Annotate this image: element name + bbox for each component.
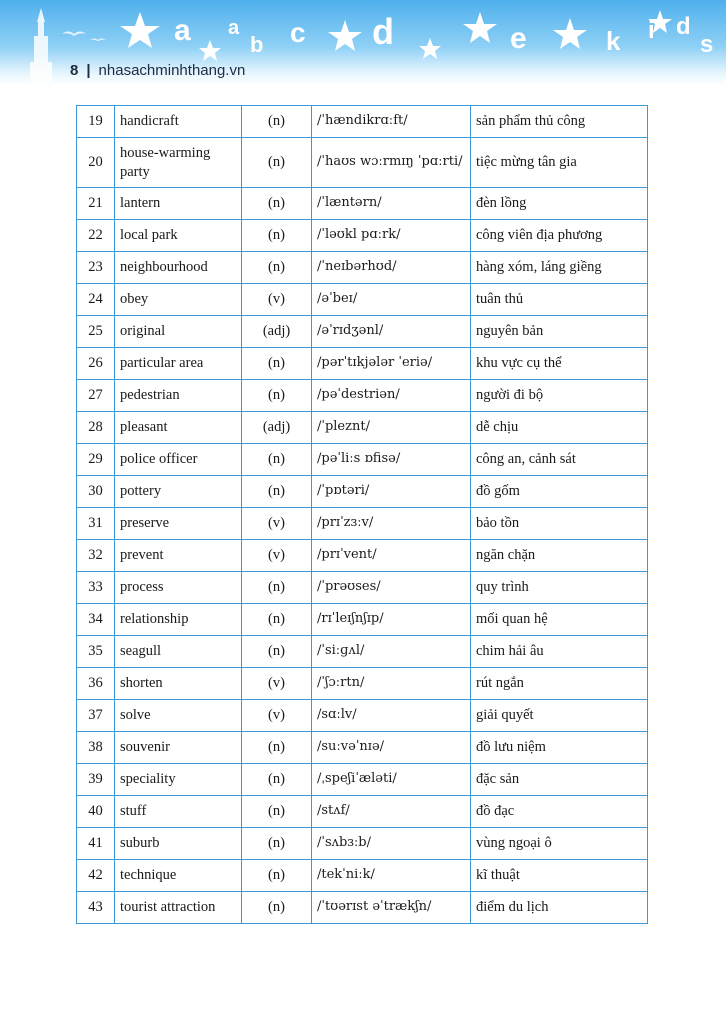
part-of-speech: (n) — [242, 188, 312, 220]
meaning-cell: đồ đạc — [471, 796, 648, 828]
part-of-speech: (n) — [242, 892, 312, 924]
part-of-speech: (v) — [242, 540, 312, 572]
word-cell: speciality — [115, 764, 242, 796]
table-row — [77, 540, 648, 572]
word-cell: particular area — [115, 348, 242, 380]
meaning-cell: hàng xóm, láng giềng — [471, 252, 648, 284]
table-row — [77, 732, 648, 764]
part-of-speech: (v) — [242, 284, 312, 316]
row-number: 21 — [77, 188, 115, 220]
part-of-speech: (v) — [242, 700, 312, 732]
pronunciation: /stʌf/ — [312, 796, 471, 828]
pronunciation: /ˈʃɔːrtn/ — [312, 668, 471, 700]
pronunciation: /ˈtʊərɪst əˈtrækʃn/ — [312, 892, 471, 924]
row-number: 40 — [77, 796, 115, 828]
table-row — [77, 828, 648, 860]
word-cell: solve — [115, 700, 242, 732]
part-of-speech: (v) — [242, 508, 312, 540]
table-row — [77, 412, 648, 444]
part-of-speech: (n) — [242, 106, 312, 138]
part-of-speech: (n) — [242, 732, 312, 764]
row-number: 38 — [77, 732, 115, 764]
part-of-speech: (n) — [242, 380, 312, 412]
part-of-speech: (n) — [242, 444, 312, 476]
table-row — [77, 636, 648, 668]
row-number: 32 — [77, 540, 115, 572]
word-cell: preserve — [115, 508, 242, 540]
pronunciation: /ˈprəʊses/ — [312, 572, 471, 604]
word-cell: shorten — [115, 668, 242, 700]
site-link[interactable]: nhasachminhthang.vn — [98, 61, 246, 79]
pronunciation: /ˈsiːɡʌl/ — [312, 636, 471, 668]
table-row — [77, 892, 648, 924]
table-row — [77, 700, 648, 732]
pronunciation: /ˈpleznt/ — [312, 412, 471, 444]
meaning-cell: điểm du lịch — [471, 892, 648, 924]
meaning-cell: quy trình — [471, 572, 648, 604]
table-row — [77, 348, 648, 380]
row-number: 37 — [77, 700, 115, 732]
word-cell: lantern — [115, 188, 242, 220]
row-number: 27 — [77, 380, 115, 412]
row-number: 23 — [77, 252, 115, 284]
table-row — [77, 252, 648, 284]
banner-letter: b — [250, 32, 264, 57]
pronunciation: /rɪˈleɪʃnʃɪp/ — [312, 604, 471, 636]
banner-letter: d — [676, 13, 691, 40]
row-number: 28 — [77, 412, 115, 444]
word-cell: technique — [115, 860, 242, 892]
word-cell: original — [115, 316, 242, 348]
pronunciation: /sɑːlv/ — [312, 700, 471, 732]
row-number: 35 — [77, 636, 115, 668]
part-of-speech: (v) — [242, 668, 312, 700]
table-row — [77, 860, 648, 892]
banner-letter: c — [290, 17, 306, 48]
row-number: 31 — [77, 508, 115, 540]
row-number: 34 — [77, 604, 115, 636]
word-cell: tourist attraction — [115, 892, 242, 924]
pronunciation: /pəˈdestriən/ — [312, 380, 471, 412]
pronunciation: /ˈləʊkl pɑːrk/ — [312, 220, 471, 252]
part-of-speech: (n) — [242, 220, 312, 252]
row-number: 43 — [77, 892, 115, 924]
part-of-speech: (n) — [242, 796, 312, 828]
word-cell: stuff — [115, 796, 242, 828]
part-of-speech: (n) — [242, 604, 312, 636]
meaning-cell: công an, cảnh sát — [471, 444, 648, 476]
pronunciation: /ˈhændikrɑːft/ — [312, 106, 471, 138]
row-number: 24 — [77, 284, 115, 316]
banner-letter: e — [510, 22, 527, 55]
word-cell: police officer — [115, 444, 242, 476]
table-row — [77, 316, 648, 348]
pronunciation: /tekˈniːk/ — [312, 860, 471, 892]
word-cell: seagull — [115, 636, 242, 668]
table-row — [77, 476, 648, 508]
pronunciation: /pərˈtɪkjələr ˈeriə/ — [312, 348, 471, 380]
meaning-cell: bảo tồn — [471, 508, 648, 540]
pronunciation: /əˈrɪdʒənl/ — [312, 316, 471, 348]
meaning-cell: sản phẩm thủ công — [471, 106, 648, 138]
part-of-speech: (n) — [242, 572, 312, 604]
meaning-cell: chim hải âu — [471, 636, 648, 668]
birds-icon — [62, 32, 106, 42]
part-of-speech: (n) — [242, 860, 312, 892]
banner-letter: d — [372, 11, 394, 52]
row-number: 26 — [77, 348, 115, 380]
word-cell: handicraft — [115, 106, 242, 138]
word-cell: suburb — [115, 828, 242, 860]
table-row — [77, 508, 648, 540]
word-cell: pleasant — [115, 412, 242, 444]
row-number: 33 — [77, 572, 115, 604]
vocabulary-table — [76, 105, 648, 924]
pronunciation: /ˈpɒtəri/ — [312, 476, 471, 508]
meaning-cell: vùng ngoại ô — [471, 828, 648, 860]
meaning-cell: ngăn chặn — [471, 540, 648, 572]
table-row — [77, 106, 648, 138]
meaning-cell: kĩ thuật — [471, 860, 648, 892]
row-number: 29 — [77, 444, 115, 476]
meaning-cell: mối quan hệ — [471, 604, 648, 636]
banner-letter: k — [606, 26, 621, 56]
row-number: 25 — [77, 316, 115, 348]
meaning-cell: đồ lưu niệm — [471, 732, 648, 764]
banner-letter: s — [700, 31, 714, 58]
table-row — [77, 796, 648, 828]
row-number: 30 — [77, 476, 115, 508]
table-row — [77, 220, 648, 252]
row-number: 22 — [77, 220, 115, 252]
meaning-cell: người đi bộ — [471, 380, 648, 412]
word-cell: neighbourhood — [115, 252, 242, 284]
meaning-cell: khu vực cụ thể — [471, 348, 648, 380]
page-number: 8 — [70, 61, 79, 79]
word-cell: obey — [115, 284, 242, 316]
meaning-cell: đặc sản — [471, 764, 648, 796]
word-cell: process — [115, 572, 242, 604]
word-cell: relationship — [115, 604, 242, 636]
part-of-speech: (n) — [242, 476, 312, 508]
pronunciation: /ˈsʌbɜːb/ — [312, 828, 471, 860]
meaning-cell: tiệc mừng tân gia — [471, 138, 648, 188]
pronunciation: /suːvəˈnɪə/ — [312, 732, 471, 764]
vocabulary-table-body — [77, 106, 648, 924]
meaning-cell: tuân thủ — [471, 284, 648, 316]
word-cell: house-warming party — [115, 138, 242, 188]
part-of-speech: (adj) — [242, 316, 312, 348]
meaning-cell: đồ gốm — [471, 476, 648, 508]
meaning-cell: nguyên bản — [471, 316, 648, 348]
meaning-cell: công viên địa phương — [471, 220, 648, 252]
word-cell: pottery — [115, 476, 242, 508]
part-of-speech: (adj) — [242, 412, 312, 444]
meaning-cell: giải quyết — [471, 700, 648, 732]
meaning-cell: dễ chịu — [471, 412, 648, 444]
meaning-cell: đèn lồng — [471, 188, 648, 220]
table-row — [77, 668, 648, 700]
stars-icon — [120, 10, 672, 61]
table-row — [77, 572, 648, 604]
table-row — [77, 380, 648, 412]
pronunciation: /ˈneɪbərhʊd/ — [312, 252, 471, 284]
pronunciation: /prɪˈvent/ — [312, 540, 471, 572]
pronunciation: /əˈbeɪ/ — [312, 284, 471, 316]
part-of-speech: (n) — [242, 764, 312, 796]
row-number: 39 — [77, 764, 115, 796]
pronunciation: /prɪˈzɜːv/ — [312, 508, 471, 540]
table-row — [77, 604, 648, 636]
row-number: 20 — [77, 138, 115, 188]
table-row — [77, 284, 648, 316]
word-cell: local park — [115, 220, 242, 252]
tower-icon — [30, 8, 52, 82]
table-row — [77, 444, 648, 476]
pronunciation: /ˈlæntərn/ — [312, 188, 471, 220]
part-of-speech: (n) — [242, 348, 312, 380]
pronunciation: /ˈhaʊs wɔːrmɪŋ ˈpɑːrti/ — [312, 138, 471, 188]
word-cell: prevent — [115, 540, 242, 572]
banner-letter: i — [648, 17, 655, 44]
table-row — [77, 138, 648, 188]
part-of-speech: (n) — [242, 252, 312, 284]
banner-letter: a — [174, 14, 191, 47]
row-number: 41 — [77, 828, 115, 860]
row-number: 36 — [77, 668, 115, 700]
header-separator: | — [86, 61, 91, 79]
part-of-speech: (n) — [242, 138, 312, 188]
meaning-cell: rút ngắn — [471, 668, 648, 700]
word-cell: souvenir — [115, 732, 242, 764]
pronunciation: /pəˈliːs ɒfisə/ — [312, 444, 471, 476]
table-row — [77, 188, 648, 220]
row-number: 42 — [77, 860, 115, 892]
page-header — [70, 58, 245, 82]
banner-letter: a — [228, 17, 240, 39]
pronunciation: /ˌspeʃiˈæləti/ — [312, 764, 471, 796]
table-row — [77, 764, 648, 796]
part-of-speech: (n) — [242, 828, 312, 860]
word-cell: pedestrian — [115, 380, 242, 412]
part-of-speech: (n) — [242, 636, 312, 668]
row-number: 19 — [77, 106, 115, 138]
